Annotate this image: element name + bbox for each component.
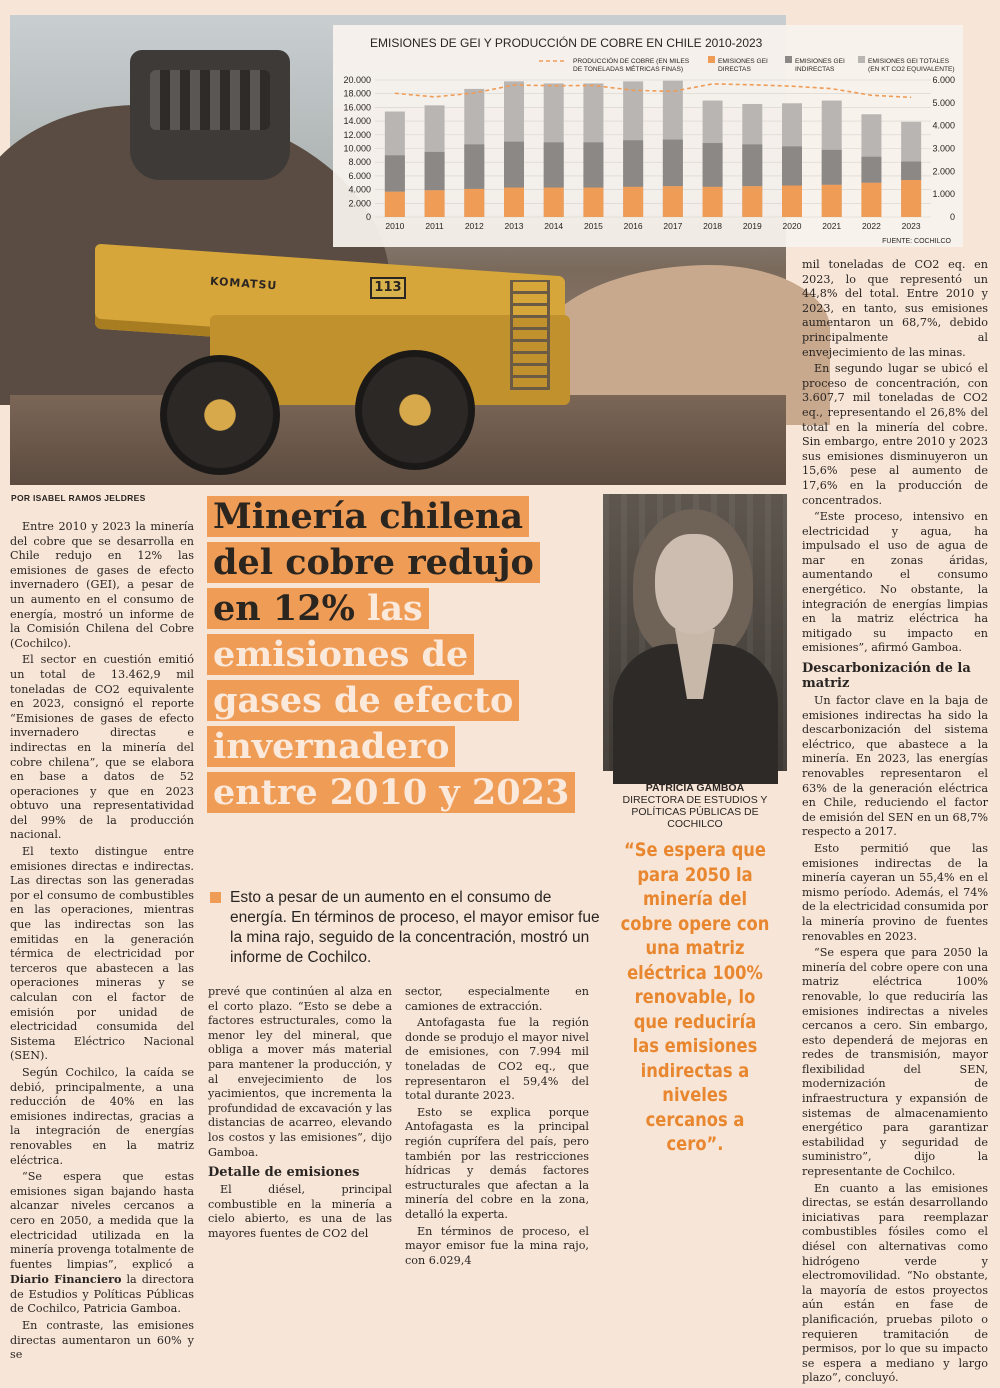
- paragraph: “Este proceso, intensivo en electricidad y agua, ha impulsado el uso de agua de mar en zonas áridas, aumentando el consumo energético. No obstante, la integración de energías limpias en la matriz eléctrica ha mitigado su impacto en emisiones”, afirmó Gamboa.: [802, 510, 988, 655]
- bar-indirect: [742, 144, 762, 186]
- right-axis-tick-label: 4.000: [932, 120, 955, 131]
- right-axis-tick-label: 0: [949, 212, 955, 222]
- bar-direct: [583, 188, 603, 217]
- truck-number: 113: [370, 277, 406, 299]
- paragraph: En segundo lugar se ubicó el proceso de concentración, con 3.607,7 mil toneladas de CO2 eq., representando el 26,8% del total en la minería del cobre. Sin embargo, entre 2010 y 2023 sus emisiones disminuyeron un 15,6% pese al aumento de 17,6% en la producción de concentrados.: [802, 362, 988, 507]
- left-axis-tick-label: 20.000: [343, 75, 371, 85]
- paragraph: “Se espera que para 2050 la minería del cobre opere con una matriz eléctrica 100% renovable, lo que reduciría las emisiones indirectas a niveles cercanos a cero. Sin embargo, esto dependerá de mejoras en redes de transmisión, mayor flexibilidad del SEN, modernización de infraestructura y expansión de sistemas de almacenamiento energético para garantizar estabilidad y seguridad de suministro”, dijo la representante de Cochilco.: [802, 946, 988, 1179]
- left-axis-tick-label: 8.000: [348, 157, 371, 168]
- headline-line: Minería chilena: [207, 496, 529, 537]
- legend-label: (EN KT CO2 EQUIVALENTE): [868, 66, 955, 73]
- x-axis-tick-label: 2013: [504, 221, 524, 231]
- x-axis-tick-label: 2014: [544, 221, 564, 231]
- x-axis-tick-label: 2016: [623, 221, 643, 231]
- left-axis-tick-label: 10.000: [343, 143, 371, 154]
- x-axis-tick-label: 2017: [663, 221, 683, 231]
- x-axis-tick-label: 2010: [385, 221, 405, 231]
- paragraph: “Se espera que estas emisiones sigan bajando hasta alcanzar niveles cercanos a cero en 2050, a medida que la electricidad utilizada en la minería provenga totalmente de fuentes limpias”, explicó a Diario Financiero la directora de Estudios y Políticas Públicas de Cochilco, Patricia Gamboa.: [10, 1170, 194, 1316]
- paragraph: Esto se explica porque Antofagasta es la principal región cuprífera del país, pero también por las restricciones hídricas y demás factores estructurales que afectan a la minería del cobre en la zona, detalló la experta.: [405, 1105, 589, 1221]
- paragraph: En cuanto a las emisiones directas, se están desarrollando iniciativas para reemplazar combustibles fósiles como el diésel con alternativas como hidrógeno verde y electromovilidad. “No obstante, la mayoría de estos proyectos aún están en fase de planificación, pruebas piloto o requieren tramitación de permisos, por lo que su impacto se espera a mediano y largo plazo”, concluyó.: [802, 1181, 988, 1385]
- paragraph: Según Cochilco, la caída se debió, principalmente, a una reducción de 40% en las emisiones indirectas, gracias a la integración de energías renovables en la matriz eléctrica.: [10, 1065, 194, 1167]
- bar-indirect: [583, 142, 603, 187]
- bar-indirect: [504, 142, 524, 188]
- x-axis-tick-label: 2018: [703, 221, 723, 231]
- legend-label: EMISIONES GEI TOTALES: [868, 58, 949, 65]
- truck-wheel: [355, 350, 475, 470]
- bar-indirect: [623, 140, 643, 187]
- headline-line: entre 2010 y 2023: [207, 772, 575, 813]
- x-axis-tick-label: 2012: [464, 221, 484, 231]
- lead-text: Esto a pesar de un aumento en el consumo de energía. En términos de proceso, el mayor emisor fue la mina rajo, seguido de la concentración, mostró un informe de Cochilco.: [230, 889, 600, 966]
- bar-indirect: [385, 155, 405, 191]
- headline-line: emisiones de: [207, 634, 474, 675]
- x-axis-tick-label: 2011: [425, 221, 444, 231]
- paragraph: El texto distingue entre emisiones directas e indirectas. Las directas son las generadas por el consumo de combustibles en las operaciones, mientras que las indirectas son las emitidas en la generación térmica de electricidad por terceros que abastecen a las operaciones mineras y se calculan con el factor de emisión por unidad de electricidad consumida del Sistema Eléctrico Nacional (SEN).: [10, 845, 194, 1063]
- legend-label: PRODUCCIÓN DE COBRE (EN MILES: [573, 58, 690, 65]
- bar-indirect: [822, 150, 842, 185]
- bar-indirect: [782, 146, 802, 185]
- article-column-4: [802, 258, 988, 1388]
- x-axis-tick-label: 2015: [583, 221, 603, 231]
- bar-indirect: [464, 144, 484, 189]
- right-axis-tick-label: 2.000: [932, 166, 955, 177]
- left-axis-tick-label: 6.000: [348, 170, 371, 181]
- bar-direct: [544, 188, 564, 217]
- chart-source: FUENTE: COCHILCO: [882, 238, 951, 245]
- legend-label: DE TONELADAS MÉTRICAS FINAS): [573, 66, 684, 73]
- portrait-role: DIRECTORA DE ESTUDIOS Y POLÍTICAS PÚBLICAS DE COCHILCO: [622, 794, 768, 830]
- right-axis-tick-label: 5.000: [932, 97, 955, 108]
- truck-brand-logo: KOMATSU: [209, 274, 278, 293]
- headline-line: invernadero: [207, 726, 455, 767]
- right-axis-tick-label: 3.000: [932, 143, 955, 154]
- bar-direct: [464, 189, 484, 217]
- left-axis-tick-label: 16.000: [343, 102, 371, 113]
- portrait-photo: [603, 494, 787, 771]
- bullet-square-icon: [210, 892, 221, 903]
- paragraph: Un factor clave en la baja de emisiones indirectas ha sido la descarbonización del sistema eléctrico, que abastece a la minería. En 2023, las energías renovables representaron el 63% de la generación eléctrica en Chile, reduciendo el factor de emisión del SEN en un 68,7% respecto a 2017.: [802, 694, 988, 839]
- paragraph: En contraste, las emisiones directas aumentaron un 60% y se: [10, 1319, 194, 1362]
- bar-direct: [901, 180, 921, 217]
- bar-direct: [504, 188, 524, 217]
- bar-direct: [623, 187, 643, 217]
- chart-title: EMISIONES DE GEI Y PRODUCCIÓN DE COBRE EN CHILE 2010-2023: [370, 36, 763, 50]
- chart-gridlines: [375, 80, 931, 217]
- left-axis-tick-label: 0: [365, 212, 371, 222]
- portrait-caption: [603, 782, 787, 830]
- headline: [207, 494, 587, 816]
- bar-direct: [703, 187, 723, 217]
- bar-indirect: [901, 162, 921, 180]
- portrait-name: PATRICIA GAMBOA: [645, 782, 745, 794]
- headline-line: del cobre redujo: [207, 542, 540, 583]
- paragraph: prevé que continúen al alza en el corto plazo. “Esto se debe a factores estructurales, como la menor ley del mineral, que obliga a mover más material para mantener la producción, y al envejecimiento de los yacimientos, que incrementa la profundidad de excavación y las distancias de acarreo, elevando los costos y las emisiones”, dijo Gamboa.: [208, 985, 392, 1159]
- x-axis-tick-label: 2021: [822, 221, 842, 231]
- legend-label: DIRECTAS: [718, 66, 751, 73]
- subheading: Descarbonización de la matriz: [802, 661, 971, 692]
- legend-label: EMISIONES GEI: [795, 58, 845, 65]
- left-axis-tick-label: 2.000: [348, 198, 371, 209]
- bar-direct: [742, 186, 762, 217]
- paragraph: En términos de proceso, el mayor emisor fue la mina rajo, con 6.029,4: [405, 1224, 589, 1267]
- bar-direct: [782, 185, 802, 217]
- paragraph: mil toneladas de CO2 eq. en 2023, lo que representó un 44,8% del total. Entre 2010 y 2023, en tanto, sus emisiones aumentaron un 68,7%, debido principalmente al envejecimiento de las minas.: [802, 258, 988, 359]
- paragraph: sector, especialmente en camiones de extracción.: [405, 985, 589, 1013]
- article-column-2: [208, 985, 392, 1244]
- shovel-bucket: [130, 50, 290, 180]
- article-column-3: [405, 985, 589, 1270]
- paragraph: Entre 2010 y 2023 la minería del cobre que se desarrolla en Chile redujo en 12% las emisiones de gases de efecto invernadero (GEI), a pesar de un aumento en el consumo de energía, mostró un informe de la Comisión Chilena del Cobre (Cochilco).: [10, 520, 194, 650]
- article-column-1: [10, 520, 194, 1365]
- bar-direct: [861, 183, 881, 217]
- chart-legend: [539, 56, 955, 73]
- x-axis-tick-label: 2022: [861, 221, 881, 231]
- chart-svg: [333, 25, 963, 247]
- x-axis-tick-label: 2019: [742, 221, 762, 231]
- subheading: Detalle de emisiones: [208, 1165, 360, 1181]
- legend-label: EMISIONES GEI: [718, 58, 768, 65]
- legend-swatch: [858, 56, 865, 63]
- right-axis-tick-label: 1.000: [932, 189, 955, 200]
- bar-direct: [425, 190, 445, 217]
- lead-paragraph: [210, 888, 600, 968]
- x-axis-tick-label: 2020: [782, 221, 802, 231]
- bar-direct: [663, 186, 683, 217]
- paragraph: El diésel, principal combustible en la minería a cielo abierto, es una de las mayores fuentes de CO2 del: [208, 1183, 392, 1240]
- paragraph: Esto permitió que las emisiones indirectas de la minería cayeran un 55,4% en el mismo período. Además, el 74% de la electricidad consumida por la minería provino de fuentes renovables en 2023.: [802, 841, 989, 943]
- left-axis-tick-label: 12.000: [343, 129, 371, 140]
- chart-bars: [385, 81, 921, 217]
- bar-indirect: [703, 143, 723, 187]
- bar-direct: [822, 185, 842, 217]
- byline: POR ISABEL RAMOS JELDRES: [11, 493, 146, 503]
- bar-direct: [385, 192, 405, 217]
- headline-line: gases de efecto: [207, 680, 519, 721]
- headline-line: en 12%: [213, 588, 355, 629]
- legend-label: INDIRECTAS: [795, 66, 835, 73]
- left-axis-tick-label: 14.000: [343, 116, 371, 127]
- pull-quote: “Se espera que para 2050 la minería del cobre opere con una matriz eléctrica 100% renovable, lo que reduciría las emisiones indirectas a niveles cercanos a cero”.: [620, 839, 770, 1155]
- bar-indirect: [425, 152, 445, 190]
- headline-line: las: [367, 588, 423, 629]
- truck-wheel: [160, 355, 280, 475]
- bar-indirect: [861, 157, 881, 183]
- legend-swatch: [708, 56, 715, 63]
- x-axis-tick-label: 2023: [901, 221, 921, 231]
- legend-swatch: [785, 56, 792, 63]
- paragraph: Antofagasta fue la región donde se produjo el mayor nivel de emisiones, con 7.994 mil toneladas de CO2 eq., que representaron el 59,4% del total durante 2023.: [405, 1016, 589, 1103]
- left-axis-tick-label: 4.000: [348, 184, 371, 195]
- left-axis-tick-label: 18.000: [343, 88, 371, 99]
- bar-indirect: [663, 140, 683, 187]
- emissions-chart: [333, 25, 963, 247]
- paragraph: El sector en cuestión emitió un total de 13.462,9 mil toneladas de CO2 equivalente en 2023, consignó el reporte “Emisiones de gases de efecto invernadero directas e indirectas en la minería del cobre chilena”, que se elabora en base a datos de 52 operaciones y que en 2023 obtuvo una representatividad del 99% de la producción nacional.: [10, 653, 194, 842]
- bar-indirect: [544, 142, 564, 187]
- right-axis-tick-label: 6.000: [932, 75, 955, 85]
- publication-name: Diario Financiero: [10, 1272, 122, 1287]
